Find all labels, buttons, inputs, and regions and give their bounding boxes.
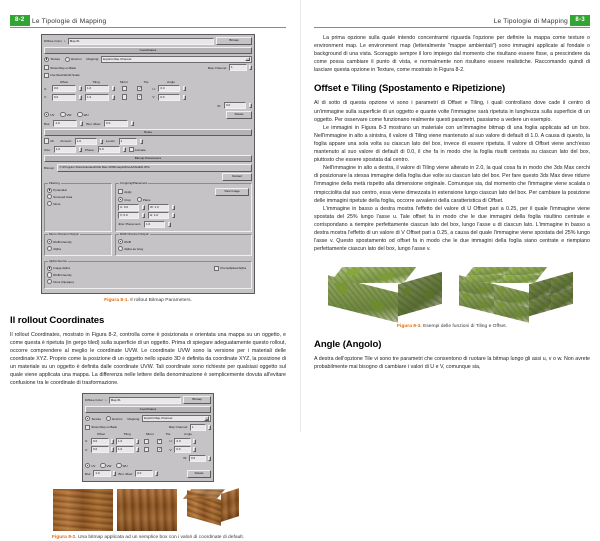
noise-animate-label: Animate bbox=[134, 147, 146, 152]
crop-v-spinner[interactable] bbox=[142, 213, 145, 218]
alpha-rgb-radio[interactable] bbox=[47, 272, 72, 277]
mapping-combo[interactable] bbox=[101, 56, 252, 63]
fig82-v-offset[interactable]: 0.0 bbox=[91, 446, 109, 453]
fig82-blur-label: Blur: bbox=[85, 471, 92, 476]
fig82-u-tile[interactable] bbox=[157, 439, 162, 444]
fig82-v-mirror[interactable] bbox=[144, 447, 149, 452]
u-label: U: bbox=[44, 86, 48, 91]
noise-size-spinner[interactable] bbox=[79, 147, 82, 152]
fig82-blur-offset-field[interactable]: 0.0 bbox=[135, 470, 153, 477]
v-tile-checkbox[interactable] bbox=[137, 94, 142, 99]
w-angle-spinner[interactable] bbox=[249, 103, 252, 108]
map-channel-spinner[interactable] bbox=[249, 65, 252, 70]
filter-pyramidal-radio[interactable] bbox=[47, 188, 67, 193]
u-tile-checkbox[interactable] bbox=[137, 86, 142, 91]
crop-h-field[interactable]: H: 1.0 bbox=[148, 212, 169, 219]
uvw-column-headers bbox=[44, 80, 252, 84]
right-paragraph-4: Nell'immagine in alto a destra, il valore di Tiling viene alterato in 2.0, la qual cosa fa in modo che 3ds Max cerchi di posizionare la stessa immagine della foglia due volte su ciascun lato del box. Per fare questo 3ds Max deve ridurre l'immagine della metà rispetto alla dimensione originale. Comunque sia, dal momento che l'immagine viene scalata o rimpicciolita dal suo centro, essa viene dimezzata in estensione lungo ciascun lato del box. Per cambiare la posizione delle immagini ripetute della foglia, occorre avvalersi della caratteristica di Offset. bbox=[314, 165, 590, 204]
figure-8-1-number: Figura 8-1. bbox=[104, 297, 129, 303]
box-side-face bbox=[221, 489, 239, 523]
filtering-group-title: Filtering bbox=[49, 180, 60, 185]
figure-8-1-caption-text: Il rollout Bitmap Parameters. bbox=[130, 297, 192, 303]
fig82-wu-label: WU bbox=[122, 463, 128, 468]
leafbox1-top-face bbox=[330, 267, 417, 283]
cropping-group-title: Cropping/Placement bbox=[120, 180, 148, 185]
left-folio: 8-2 bbox=[10, 15, 30, 26]
place-radio-label: Place bbox=[142, 197, 151, 202]
alpha-none-label: None (Opaque) bbox=[53, 279, 74, 284]
right-column bbox=[314, 30, 590, 371]
figure-8-3-caption bbox=[314, 323, 590, 330]
jitter-field[interactable]: 1.0 bbox=[144, 221, 165, 228]
diffuse-color-label: Diffuse Color bbox=[44, 39, 62, 43]
mono-rgb-label: RGB Intensity bbox=[53, 239, 72, 244]
noise-phase-field[interactable]: 0.0 bbox=[98, 146, 120, 153]
fig82-blur-field[interactable]: 1.0 bbox=[93, 470, 111, 477]
fig82-bitmap-button[interactable]: Bitmap bbox=[183, 396, 211, 404]
fig82-mapping-value: Explicit Map Channel bbox=[144, 416, 173, 421]
alpha-gray-radio[interactable] bbox=[118, 246, 143, 251]
v-offset-field[interactable]: 0.0 bbox=[52, 94, 76, 101]
fig82-texture-label: Texture bbox=[91, 416, 102, 421]
alpha-rgb-label: RGB Intensity bbox=[53, 272, 72, 277]
premultiplied-alpha-checkbox[interactable] bbox=[214, 266, 246, 271]
noise-phase-label: Phase: bbox=[84, 147, 95, 152]
alpha-image-label: Image Alpha bbox=[53, 266, 70, 271]
crop-u-spinner[interactable] bbox=[142, 205, 145, 210]
fig82-uv-radio[interactable] bbox=[85, 463, 95, 468]
figure-8-1-image bbox=[41, 34, 255, 294]
fig82-v-tile[interactable] bbox=[157, 447, 162, 452]
v-angle-spinner[interactable] bbox=[183, 95, 186, 100]
noise-amount-field[interactable]: 1.0 bbox=[75, 138, 97, 145]
filtering-group bbox=[44, 180, 112, 233]
fig82-channel-label: Map Channel: bbox=[168, 425, 188, 430]
crop-apply-checkbox[interactable] bbox=[118, 189, 132, 194]
filter-none-radio[interactable] bbox=[47, 201, 60, 206]
filter-pyramidal-label: Pyramidal bbox=[53, 188, 67, 193]
environ-radio-label: Environ bbox=[71, 57, 82, 62]
use-real-world-scale-label: Use Real-World Scale bbox=[50, 73, 80, 78]
section-heading-coordinates: Il rollout Coordinates bbox=[10, 314, 105, 326]
vw-radio[interactable] bbox=[60, 112, 71, 117]
fig82-mapping-label: Mapping: bbox=[127, 416, 141, 421]
crop-v-field[interactable]: V: 0.0 bbox=[118, 212, 139, 219]
right-running-head-title: Le Tipologie di Mapping bbox=[493, 17, 568, 25]
fig82-u-angle-label: U: bbox=[169, 439, 173, 444]
alpha-none-radio[interactable] bbox=[47, 279, 74, 284]
cropping-placement-group bbox=[115, 180, 252, 233]
noise-rollout-bar[interactable]: Noise bbox=[44, 129, 252, 136]
fig82-v-row bbox=[85, 446, 211, 453]
fig82-uv-label: UV bbox=[91, 463, 96, 468]
fig82-angle-header: Angle bbox=[184, 432, 192, 437]
fig82-texture-radio[interactable] bbox=[85, 416, 101, 421]
v-tiling-field[interactable]: 1.0 bbox=[85, 94, 109, 101]
fig82-blur-spinner[interactable] bbox=[113, 471, 116, 476]
right-paragraph-5: L'immagine in basso a destra mostra l'effetto del valore di U Offset pari a 0.25, per il quale l'immagine viene spostata del 25% lungo l'asse u. Tale offset fa in modo che le due immagini della foglia risultino centrate e corrispondano a riempire perfettamente ciascun lato del box, lungo l'asse u di ciascun lato. L'immagine in basso a destra mostra l'effetto di un valore di V Offset pari a 0.25, a causa del quale l'immagine viene spostata del 25% lungo l'asse v. Questo spostamento od offset fa in modo che le due immagini della foglia siano centrate e riempiano perfettamente ciascun lato del box, lungo l'asse v. bbox=[314, 205, 590, 253]
fig82-diffuse-color-label: Diffuse Color bbox=[85, 398, 103, 403]
fig82-u-angle[interactable]: 0.0 bbox=[174, 438, 191, 445]
right-paragraph-1: La prima opzione sulla quale intendo concentrarmi riguarda l'opzione per definire la mappa come texture o environment map. Le environment map (letteralmente "mappe ambientali") sono immagini applicate al fondale o background di una vista. Scoraggio sempre il loro impiego dal momento che risultano essere fisse, a prescindere da come possa cambiare il punto di vista, e normalmente non risultano essere realistiche. Raccomando quindi di lasciare questa opzione in Texture, come mostrato in Figura 8-2. bbox=[314, 35, 590, 74]
figure-8-2-number: Figura 8-2. bbox=[51, 535, 77, 541]
map-channel-field[interactable]: 1 bbox=[229, 64, 247, 71]
v-offset-spinner[interactable] bbox=[79, 95, 82, 100]
bitmap-label: Bitmap: bbox=[44, 165, 55, 170]
coordinates-rollout-bar[interactable]: Coordinates bbox=[44, 47, 252, 54]
alpha-gray-label: Alpha as Gray bbox=[124, 246, 144, 251]
bitmap-path-row bbox=[44, 164, 252, 172]
figure-8-1 bbox=[10, 34, 286, 304]
show-map-on-back-label: Show Map on Back bbox=[50, 65, 77, 70]
fig82-u-tiling[interactable]: 1.0 bbox=[116, 438, 134, 445]
filter-crop-row bbox=[44, 180, 252, 235]
u-offset-spinner[interactable] bbox=[79, 86, 82, 91]
w-angle-label: W: bbox=[217, 103, 221, 108]
fig82-w-angle-spinner[interactable] bbox=[208, 456, 211, 461]
wu-radio-label: WU bbox=[83, 112, 89, 117]
v-mirror-checkbox[interactable] bbox=[122, 94, 127, 99]
figure-8-2 bbox=[10, 393, 286, 541]
fig82-type-row bbox=[85, 415, 211, 422]
leaf-box-tiling-2 bbox=[455, 258, 580, 320]
left-column bbox=[10, 30, 286, 541]
use-real-world-row bbox=[44, 73, 252, 78]
uv-radio-label: UV bbox=[50, 112, 55, 117]
fig82-showmap-row bbox=[85, 424, 211, 431]
figure-8-3-caption-text: Esempi delle funzioni di Tiling e Offset. bbox=[423, 324, 507, 330]
crop-apply-label: Apply bbox=[124, 189, 132, 194]
right-paragraph-6: A destra dell'opzione Tile vi sono tre parametri che consentono di ruotare la bitmap lungo gli assi u, v o w. Non avrete probabilmente mai bisogno di cambiare i valori di U e V, comunque sia, bbox=[314, 356, 590, 371]
v-angle-label: V: bbox=[152, 95, 156, 100]
mono-channel-group bbox=[44, 234, 112, 255]
filter-none-label: None bbox=[53, 201, 61, 206]
noise-on-label: On bbox=[50, 139, 55, 144]
noise-levels-label: Levels: bbox=[105, 139, 116, 144]
mapping-combo-value: Explicit Map Channel bbox=[103, 56, 132, 61]
leafbox2-top-face bbox=[461, 267, 548, 283]
fig82-u-offset[interactable]: 0.0 bbox=[91, 438, 109, 445]
fig82-vw-radio[interactable] bbox=[100, 463, 111, 468]
jitter-label: Jitter Placement: bbox=[118, 222, 142, 227]
u-offset-field[interactable]: 0.0 bbox=[52, 85, 76, 92]
noise-size-label: Size: bbox=[44, 147, 51, 152]
fig82-plane-row bbox=[85, 463, 211, 468]
right-paragraph-3: Le immagini in Figura 8-3 mostrano un materiale con un'immagine bitmap di una foglia applicata ad un box. Nell'immagine in alto a sinistra, il valore di Tiling viene mantenuto al suo valore di default di 1.0. A causa di questo, la foglia appare una sola volta su ciascun lato del box, invece di essere ripetuta. Il valore di Offset viene anch'esso mantenuto al suo valore di default di 0.0, il che fa in modo che la foglia risulti centrata su ciascun lato del box, piuttosto che essere spostata dal centro. bbox=[314, 124, 590, 164]
blur-spinner[interactable] bbox=[80, 121, 83, 126]
map-channel-label: Map Channel: bbox=[207, 65, 227, 70]
fig82-mapping-combo[interactable] bbox=[142, 415, 211, 422]
heading-angle: Angle (Angolo) bbox=[314, 339, 382, 351]
filter-sat-label: Summed Area bbox=[53, 194, 73, 199]
right-folio: 8-3 bbox=[570, 15, 590, 26]
fig82-show-map-checkbox[interactable] bbox=[85, 425, 117, 430]
uv-radio[interactable] bbox=[44, 112, 54, 117]
fig82-blur-row bbox=[85, 470, 211, 478]
mono-channel-title: Mono Channel Output: bbox=[49, 232, 80, 237]
bitmap-parameters-dialog[interactable] bbox=[41, 34, 255, 294]
fig82-show-map-label: Show Map on Back bbox=[91, 425, 118, 430]
fig82-u-tiling-spinner[interactable] bbox=[136, 439, 139, 444]
tile-col-header: Tile bbox=[143, 79, 149, 84]
noise-levels-spinner[interactable] bbox=[140, 139, 143, 144]
right-head-rule bbox=[314, 27, 590, 28]
crop-radio-label: Crop bbox=[124, 197, 131, 202]
w-axis-row bbox=[44, 102, 252, 109]
wu-radio[interactable] bbox=[77, 112, 88, 117]
rendered-wood-box bbox=[181, 485, 243, 531]
fig82-u-mirror[interactable] bbox=[144, 439, 149, 444]
texture-radio-label: Texture bbox=[50, 57, 61, 62]
bitmap-type-button[interactable]: Bitmap bbox=[216, 37, 252, 45]
coord-type-row bbox=[44, 56, 252, 63]
fig82-mirror-header: Mirror bbox=[145, 432, 155, 437]
show-map-on-back-checkbox[interactable] bbox=[44, 65, 76, 70]
chevron-down-icon[interactable] bbox=[245, 57, 250, 61]
figure-8-3-number: Figura 8-3. bbox=[396, 324, 422, 330]
noise-row-1 bbox=[44, 138, 252, 145]
fig82-v-offset-spinner[interactable] bbox=[111, 447, 114, 452]
noise-amount-spinner[interactable] bbox=[100, 139, 103, 144]
tiling-col-header: Tiling bbox=[92, 79, 100, 84]
fig82-v-label: V: bbox=[85, 447, 88, 452]
showmap-row bbox=[44, 64, 252, 71]
noise-amount-label: Amount: bbox=[60, 139, 72, 144]
figure-8-2-panel-wrap bbox=[10, 393, 286, 482]
fig82-tile-header: Tile bbox=[165, 432, 171, 437]
heading-offset-tiling: Offset e Tiling (Spostamento e Ripetizione) bbox=[314, 83, 506, 95]
fig82-u-row bbox=[85, 438, 211, 445]
right-paragraph-2: Al di sotto di questa opzione vi sono i parametri di Offset e Tiling, i quali controllano dove cade il centro di un'immagine sulla superficie di un oggetto e quante volte l'immagine sarà ripetuta in lunghezza sulla superficie di un oggetto. Per osservare come funzionano realmente questi parametri, passiamo a vedere un esempio. bbox=[314, 100, 590, 123]
noise-phase-spinner[interactable] bbox=[123, 147, 126, 152]
map-name-field[interactable]: Map #1 bbox=[68, 38, 214, 45]
u-mirror-checkbox[interactable] bbox=[122, 86, 127, 91]
v-tiling-spinner[interactable] bbox=[112, 95, 115, 100]
u-axis-row bbox=[44, 85, 252, 92]
fig82-vw-label: VW bbox=[106, 463, 112, 468]
alpha-source-title: Alpha Source bbox=[49, 258, 68, 263]
fig82-channel-spinner[interactable] bbox=[208, 425, 211, 430]
v-axis-row bbox=[44, 94, 252, 101]
fig82-blur-offset-spinner[interactable] bbox=[155, 471, 158, 476]
uvw-plane-row bbox=[44, 111, 252, 119]
environ-radio[interactable] bbox=[65, 57, 81, 62]
fig82-v-angle-spinner[interactable] bbox=[193, 447, 196, 452]
rgb-out-label: RGB bbox=[124, 239, 131, 244]
rgb-channel-group bbox=[115, 234, 252, 255]
fig82-u-angle-spinner[interactable] bbox=[193, 439, 196, 444]
mono-alpha-radio[interactable] bbox=[47, 246, 61, 251]
u-angle-field[interactable]: 0.0 bbox=[158, 85, 180, 92]
fig82-col-headers bbox=[85, 432, 211, 436]
eyedropper-icon[interactable]: ⌁ bbox=[63, 39, 66, 43]
blur-row bbox=[44, 120, 252, 127]
fig82-offset-header: Offset bbox=[96, 432, 106, 437]
fig82-v-angle-label: V: bbox=[169, 447, 173, 452]
u-tiling-field[interactable]: 1.0 bbox=[85, 85, 109, 92]
jitter-spinner[interactable] bbox=[168, 222, 171, 227]
rgb-channel-title: RGB Channel Output: bbox=[120, 232, 150, 237]
mono-rgb-radio[interactable] bbox=[47, 239, 72, 244]
crop-h-spinner[interactable] bbox=[172, 213, 175, 218]
figure-8-2-caption-text: Una bitmap applicata ad un semplice box con i valori di coordinate di default. bbox=[77, 535, 245, 541]
fig82-w-row bbox=[85, 455, 211, 462]
mirror-col-header: Mirror bbox=[119, 79, 129, 84]
blur-offset-label: Blur offset: bbox=[86, 121, 102, 126]
right-page bbox=[300, 0, 600, 432]
blur-offset-field[interactable]: 0.0 bbox=[104, 120, 128, 127]
view-image-button[interactable]: View Image bbox=[215, 188, 249, 196]
fig82-tiling-header: Tiling bbox=[123, 432, 131, 437]
noise-animate-checkbox[interactable] bbox=[129, 147, 146, 152]
crop-w-field[interactable]: W: 1.0 bbox=[148, 204, 169, 211]
fig82-v-tiling-spinner[interactable] bbox=[136, 447, 139, 452]
alpha-image-radio[interactable] bbox=[47, 266, 70, 271]
mono-alpha-label: Alpha bbox=[53, 246, 61, 251]
crop-w-spinner[interactable] bbox=[172, 205, 175, 210]
texture-radio[interactable] bbox=[44, 57, 60, 62]
fig82-environ-radio[interactable] bbox=[106, 416, 122, 421]
fig82-w-angle[interactable]: 0.0 bbox=[189, 455, 206, 462]
rgb-out-radio[interactable] bbox=[118, 239, 131, 244]
use-real-world-scale-checkbox[interactable] bbox=[44, 73, 80, 78]
noise-levels-field[interactable]: 1 bbox=[119, 138, 137, 145]
left-paragraph-1: Il rollout Coordinates, mostrato in Figura 8-2, controlla come è posizionata e orientata una mappa su un oggetto, e come questa è ripetuta (in gergo tiled) sulla superficie di un oggetto. Prima di spiegare adeguatamente questo rollout, occorre comprendere al meglio le coordinate UVW. Le coordinate UVW sono la versione per i materiali delle coordinate XYZ. Proprio come la posizione di un oggetto nello spazio 3D è definita da coordinate XYZ, la posizione di un materiale su un oggetto è definita dalle coordinate UVW. Tali coordinate sono richieste per qualsiasi oggetto sul quale viene applicata una mappa. La differenza nelle lettere della denominazione è semplicemente dovuta all'evitare confusione tra le coordinate di trasformazione. bbox=[10, 331, 286, 387]
figure-8-3 bbox=[314, 258, 590, 330]
blur-field[interactable]: 1.0 bbox=[53, 120, 77, 127]
premultiplied-alpha-label: Premultiplied Alpha bbox=[220, 266, 246, 271]
noise-size-field[interactable]: 1.0 bbox=[54, 146, 76, 153]
box-top-face bbox=[183, 490, 225, 500]
blur-offset-spinner[interactable] bbox=[131, 121, 134, 126]
fig82-v-tiling[interactable]: 1.0 bbox=[116, 446, 134, 453]
place-radio[interactable] bbox=[137, 197, 151, 202]
crop-u-field[interactable]: U: 0.0 bbox=[118, 204, 139, 211]
fig82-u-offset-spinner[interactable] bbox=[111, 439, 114, 444]
reload-button[interactable]: Reload bbox=[222, 173, 252, 181]
v-angle-field[interactable]: 0.0 bbox=[158, 94, 180, 101]
output-channels-row bbox=[44, 234, 252, 257]
noise-row-2 bbox=[44, 146, 252, 153]
mapping-label: Mapping: bbox=[86, 57, 100, 62]
crop-radio[interactable] bbox=[118, 197, 131, 202]
u-angle-spinner[interactable] bbox=[183, 86, 186, 91]
figure-8-2-images bbox=[10, 485, 286, 531]
vw-radio-label: VW bbox=[66, 112, 72, 117]
fig82-blur-offset-label: Blur offset: bbox=[118, 471, 134, 476]
fig82-wu-radio[interactable] bbox=[116, 463, 127, 468]
left-running-head bbox=[10, 8, 286, 30]
fig82-coordinates-bar[interactable]: Coordinates bbox=[85, 406, 211, 413]
fig82-channel-field[interactable]: 1 bbox=[190, 424, 206, 431]
diffuse-map-row bbox=[44, 37, 252, 45]
fig82-rotate-button[interactable]: Rotate bbox=[187, 470, 211, 478]
fig82-environ-label: Environ bbox=[112, 416, 123, 421]
offset-col-header: Offset bbox=[59, 79, 69, 84]
u-angle-label: U: bbox=[152, 86, 156, 91]
fig82-v-angle[interactable]: 0.0 bbox=[174, 446, 191, 453]
w-angle-field[interactable]: 0.0 bbox=[224, 102, 246, 109]
figure-8-3-images bbox=[314, 258, 590, 320]
fig82-diffuse-row bbox=[85, 396, 211, 404]
leaf-box-tiling-1 bbox=[324, 258, 449, 320]
fig82-u-label: U: bbox=[85, 439, 89, 444]
rotate-button[interactable]: Rotate bbox=[226, 111, 252, 119]
bitmap-parameters-rollout-bar[interactable]: Bitmap Parameters bbox=[44, 155, 252, 162]
blur-label: Blur: bbox=[44, 121, 51, 126]
wood-texture-swatch-1 bbox=[53, 489, 113, 531]
coordinates-panel[interactable] bbox=[82, 393, 214, 482]
v-label: V: bbox=[44, 95, 47, 100]
figure-8-2-caption bbox=[10, 534, 286, 541]
left-head-rule bbox=[10, 27, 286, 28]
fig82-w-label: W: bbox=[183, 456, 187, 461]
noise-on-checkbox[interactable] bbox=[44, 138, 54, 143]
filter-sat-radio[interactable] bbox=[47, 194, 72, 199]
left-running-head-title: Le Tipologie di Mapping bbox=[32, 17, 107, 25]
fig82-chevron-down-icon[interactable] bbox=[204, 416, 209, 420]
wood-texture-swatch-2 bbox=[117, 489, 177, 531]
u-tiling-spinner[interactable] bbox=[112, 86, 115, 91]
alpha-source-group bbox=[44, 258, 252, 289]
right-running-head bbox=[314, 8, 590, 30]
bitmap-path-button[interactable]: C:\Program Files\Autodesk\3ds Max 2009\maps\Wood\ASHEN.JPG bbox=[57, 164, 253, 172]
figure-8-1-caption bbox=[10, 297, 286, 304]
fig82-eyedropper-icon[interactable]: ⌁ bbox=[104, 398, 107, 403]
angle-col-header: Angle bbox=[167, 79, 175, 84]
fig82-map-name-field[interactable]: Map #1 bbox=[109, 397, 181, 404]
